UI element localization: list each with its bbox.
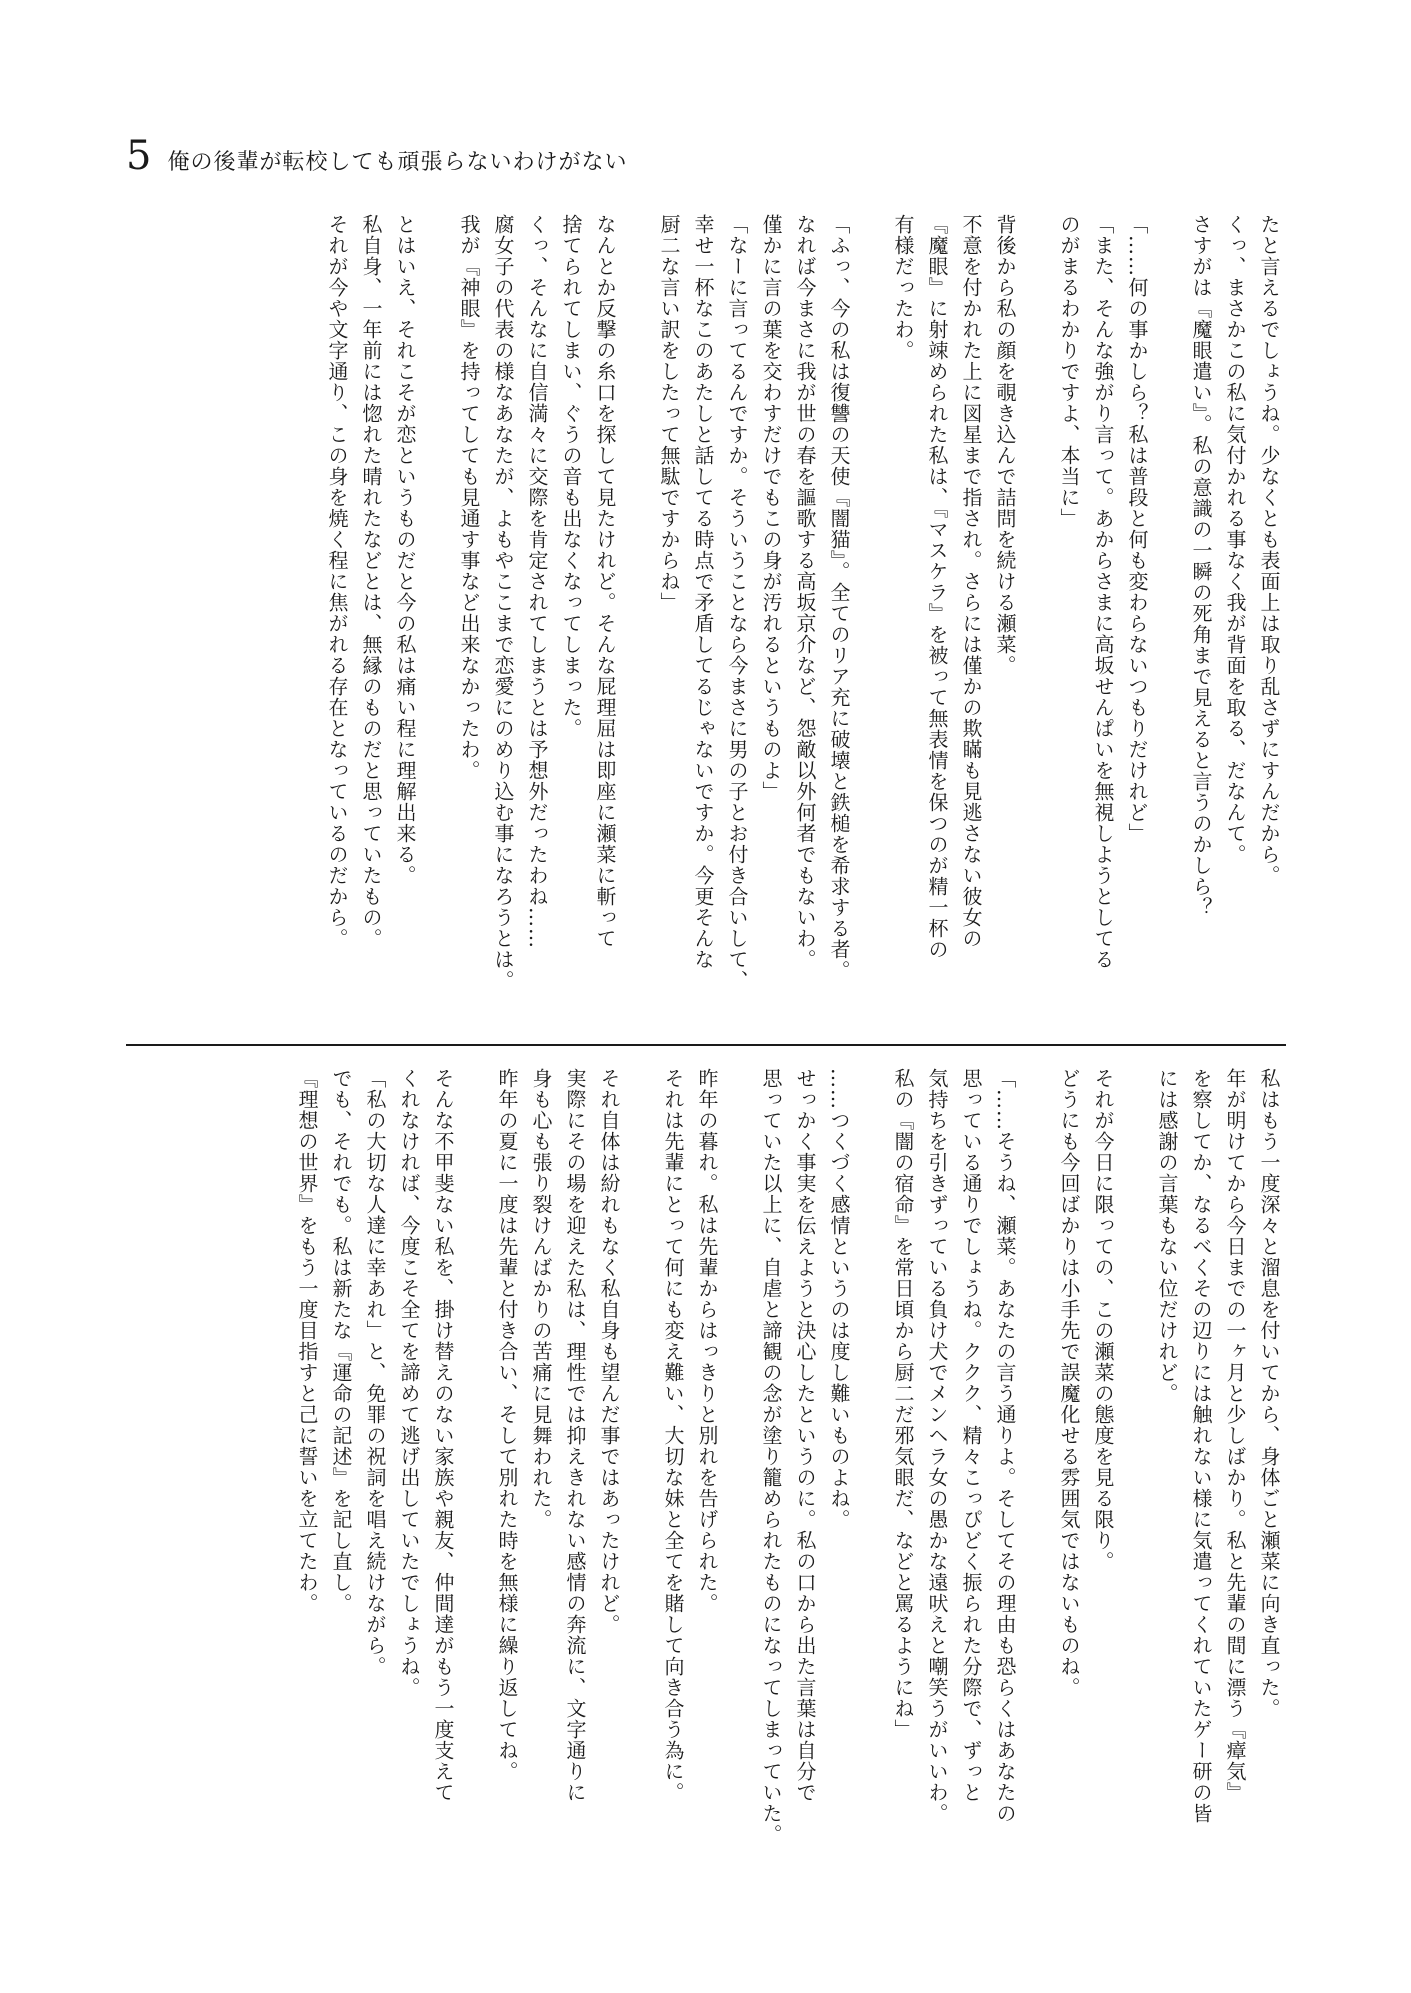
text-line: 我が『神眼』を持ってしても見通す事など出来なかったわ。 [457,214,481,781]
paragraph-gap [622,214,652,1026]
paragraph-gap [1022,1068,1052,1930]
text-line: たと言えるでしょうね。少なくとも表面上は取り乱さずにすんだから。 [1257,214,1281,886]
text-line: 実際にその場を迎えた私は、理性では抑えきれない感情の奔流に、文字通りに [563,1068,587,1803]
text-block-lower [126,1068,1286,1930]
text-line: 私の『闇の宿命』を常日頃から厨二だ邪気眼だ、などと罵るようにね」 [891,1068,915,1740]
text-line: 不意を付かれた上に図星まで指され。さらには僅かの欺瞞も見逃さない彼女の [959,214,983,949]
text-line: 僅かに言の葉を交わすだけでもこの身が汚れるというものよ」 [759,214,783,802]
text-line: くれなければ、今度こそ全てを諦めて逃げ出していたでしょうね。 [397,1068,421,1698]
paragraph-gap [1120,1068,1150,1930]
text-line: なれば今まさに我が世の春を謳歌する高坂京介など、怨敵以外何者でもないわ。 [793,214,817,970]
text-line: 幸せ一杯なこのあたしと話してる時点で矛盾してるじゃないですか。今更そんな [691,214,715,970]
text-line: それ自体は紛れもなく私自身も望んだ事ではあったけれど。 [597,1068,621,1635]
text-line: 「私の大切な人達に幸あれ」と、免罪の祝詞を唱え続けながら。 [363,1068,387,1677]
text-line: 年が明けてから今日までの一ヶ月と少しばかり。私と先輩の間に漂う『瘴気』 [1223,1068,1247,1803]
text-line: 私自身、一年前には惚れた晴れたなどとは、無縁のものだと思っていたもの。 [359,214,383,949]
text-line: とはいえ、それこそが恋というものだと今の私は痛い程に理解出来る。 [393,214,417,886]
text-line: 「ふっ、今の私は復讐の天使『闇猫』。全てのリア充に破壊と鉄槌を希求する者。 [827,214,851,981]
text-line: なんとか反撃の糸口を探して見たけれど。そんな屁理屈は即座に瀬菜に斬って [593,214,617,949]
text-line: 『魔眼』に射竦められた私は、『マスケラ』を被って無表情を保つのが精一杯の [925,214,949,960]
chapter-number: 5 [126,133,152,179]
text-line: くっ、そんなに自信満々に交際を肯定されてしまうとは予想外だったわね…… [525,214,549,949]
text-line: 厨二な言い訳をしたって無駄ですからね」 [657,214,681,613]
text-line: どうにも今回ばかりは小手先で誤魔化せる雰囲気ではないものね。 [1057,1068,1081,1698]
text-line: 「なーに言ってるんですか。そういうことなら今まさに男の子とお付き合いして、 [725,214,749,991]
section-divider [126,1044,1286,1046]
text-line: くっ、まさかこの私に気付かれる事なく我が背面を取る、だなんて。 [1223,214,1247,865]
paragraph-gap [1022,214,1052,1026]
text-line: 「……何の事かしら？私は普段と何も変わらないつもりだけれど」 [1125,214,1149,844]
text-line: 思っていた以上に、自虐と諦観の念が塗り籠められたものになってしまっていた。 [759,1068,783,1845]
text-line: 身も心も張り裂けんばかりの苦痛に見舞われた。 [529,1068,553,1530]
text-line: 「また、そんな強がり言って。あからさまに高坂せんぱいを無視しようとしてる [1091,214,1115,970]
text-line: 気持ちを引きずっている負け犬でメンヘラ女の愚かな遠吠えと嘲笑うがいいわ。 [925,1068,949,1824]
paragraph-gap [626,1068,656,1930]
text-line: でも、それでも。私は新たな『運命の記述』を記し直し。 [329,1068,353,1614]
text-line: 思っている通りでしょうね。ククク、精々こっぴどく振られた分際で、ずっと [959,1068,983,1803]
paragraph-gap [460,1068,490,1930]
paragraph-gap [422,214,452,1026]
text-line: それが今日に限っての、この瀬菜の態度を見る限り。 [1091,1068,1115,1572]
text-line: 「……そうね、瀬菜。あなたの言う通りよ。そしてその理由も恐らくはあなたの [993,1068,1017,1824]
text-line: 腐女子の代表の様なあなたが、よもやここまで恋愛にのめり込む事になろうとは。 [491,214,515,991]
text-line: 『理想の世界』をもう一度目指すと己に誓いを立てたわ。 [295,1068,319,1614]
text-line: それが今や文字通り、この身を焼く程に焦がれる存在となっているのだから。 [325,214,349,949]
text-block-upper [126,214,1286,1026]
text-line: それは先輩にとって何にも変え難い、大切な妹と全てを賭して向き合う為に。 [661,1068,685,1803]
text-line: 捨てられてしまい、ぐうの音も出なくなってしまった。 [559,214,583,739]
text-line: そんな不甲斐ない私を、掛け替えのない家族や親友、仲間達がもう一度支えて [431,1068,455,1803]
text-line: を察してか、なるべくその辺りには触れない様に気遣ってくれていたゲー研の皆 [1189,1068,1213,1824]
text-line: 私はもう一度深々と溜息を付いてから、身体ごと瀬菜に向き直った。 [1257,1068,1281,1719]
page-header [126,132,627,180]
text-line: 昨年の夏に一度は先輩と付き合い、そして別れた時を無様に繰り返してね。 [495,1068,519,1782]
paragraph-gap [856,214,886,1026]
paragraph-gap [856,1068,886,1930]
paragraph-gap [724,1068,754,1930]
text-line: には感謝の言葉もない位だけれど。 [1155,1068,1179,1404]
text-line: せっかく事実を伝えようと決心したというのに。私の口から出た言葉は自分で [793,1068,817,1803]
chapter-title: 俺の後輩が転校しても頑張らないわけがない [167,150,628,175]
text-line: さすがは『魔眼遣い』。私の意識の一瞬の死角まで見えると言うのかしら？ [1189,214,1213,918]
text-line: 背後から私の顔を覗き込んで詰問を続ける瀬菜。 [993,214,1017,676]
text-line: のがまるわかりですよ、本当に」 [1057,214,1081,529]
text-line: 昨年の暮れ。私は先輩からはっきりと別れを告げられた。 [695,1068,719,1614]
text-line: ……つくづく感情というのは度し難いものよね。 [827,1068,851,1530]
paragraph-gap [1154,214,1184,1026]
text-line: 有様だったわ。 [891,214,915,361]
